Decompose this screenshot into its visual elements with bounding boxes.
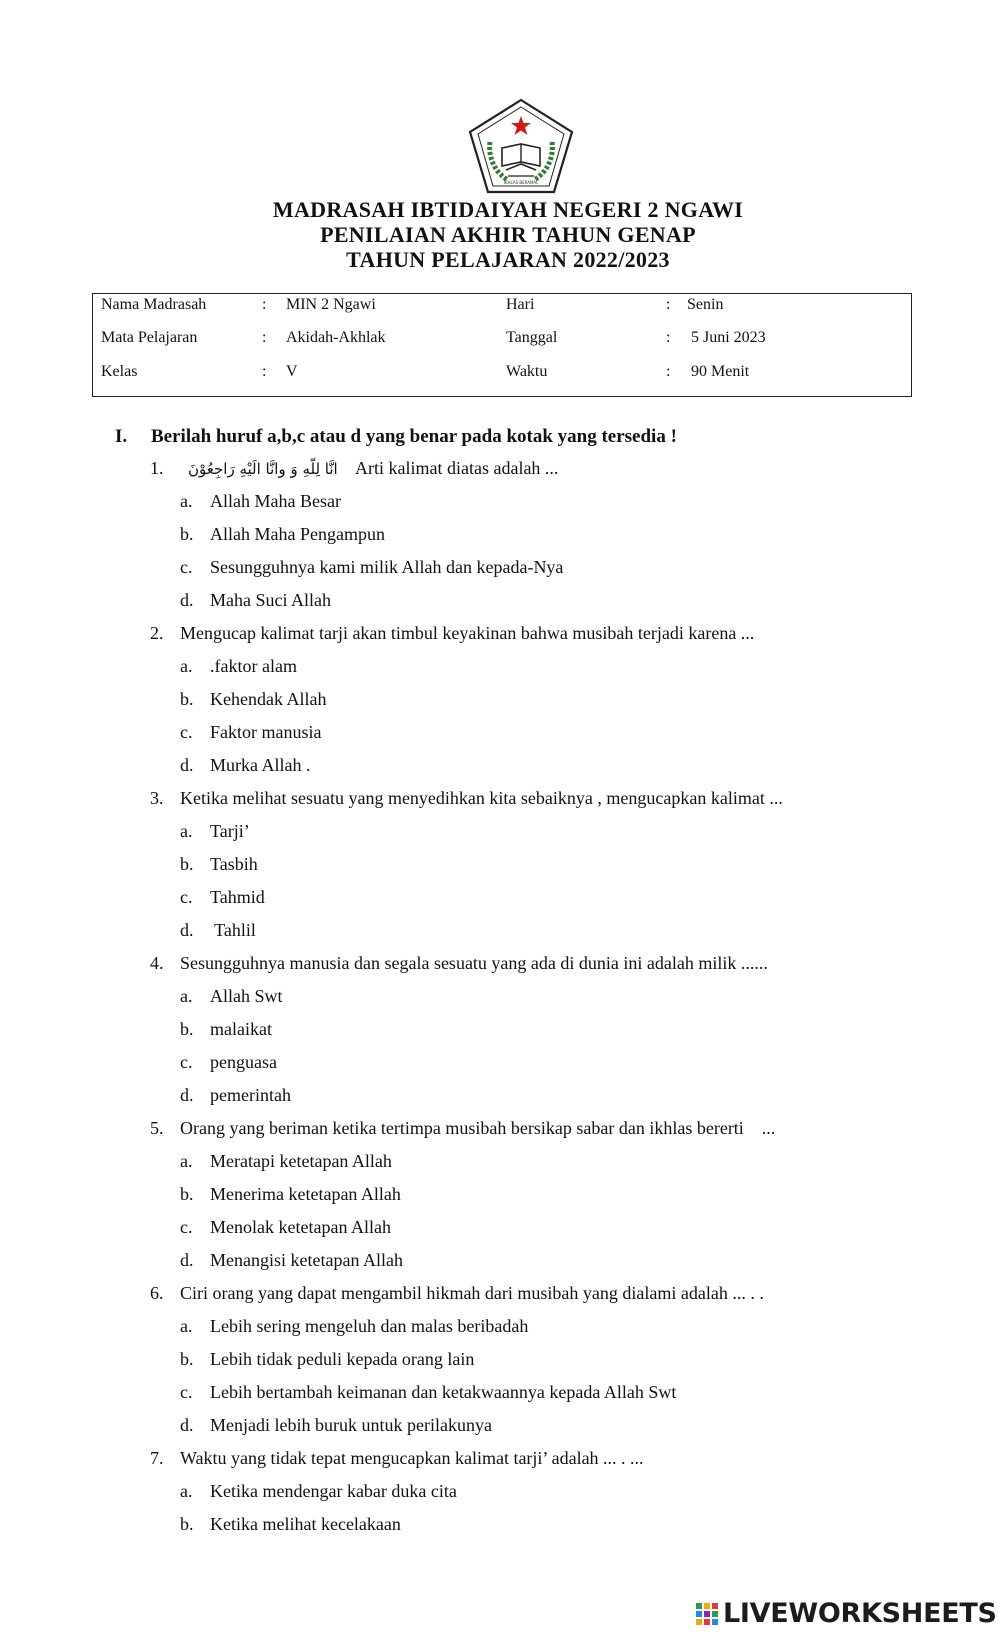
option-text: Ketika melihat kecelakaan <box>210 1514 401 1534</box>
info-label: Nama Madrasah <box>101 296 207 313</box>
option-letter: c. <box>180 1052 193 1072</box>
question-number: 2. <box>150 623 164 643</box>
option-text: .faktor alam <box>210 656 297 676</box>
school-name: MADRASAH IBTIDAIYAH NEGERI 2 NGAWI <box>272 197 744 222</box>
question-text: Ketika melihat sesuatu yang menyedihkan kita sebaiknya , mengucapkan kalimat ... <box>180 788 783 808</box>
info-value: MIN 2 Ngawi <box>286 296 376 313</box>
question-number: 7. <box>150 1448 164 1468</box>
option-text: malaikat <box>210 1019 272 1039</box>
option-letter: c. <box>180 722 193 742</box>
info-label: Mata Pelajaran <box>101 329 198 346</box>
section-number: I. <box>115 426 128 447</box>
question-text: Waktu yang tidak tepat mengucapkan kalimat tarji’ adalah ... . ... <box>180 1448 644 1468</box>
question-text: Ciri orang yang dapat mengambil hikmah dari musibah yang dialami adalah ... . . <box>180 1283 764 1303</box>
section-instruction: Berilah huruf a,b,c atau d yang benar pada kotak yang tersedia ! <box>151 426 677 447</box>
option-letter: a. <box>180 491 193 511</box>
option-text: Allah Maha Pengampun <box>210 524 385 544</box>
option-letter: b. <box>180 524 194 544</box>
question-number: 1. <box>150 458 164 478</box>
option-text: Allah Maha Besar <box>210 491 341 511</box>
question-number: 3. <box>150 788 164 808</box>
option-text: Menjadi lebih buruk untuk perilakunya <box>210 1415 492 1435</box>
option-letter: b. <box>180 1349 194 1369</box>
info-label: Waktu <box>506 363 548 380</box>
info-colon: : <box>666 329 671 346</box>
option-letter: a. <box>180 986 193 1006</box>
option-text: Menerima ketetapan Allah <box>210 1184 401 1204</box>
option-letter: d. <box>180 1250 194 1270</box>
option-text: pemerintah <box>210 1085 291 1105</box>
option-text: Lebih sering mengeluh dan malas beribadah <box>210 1316 529 1336</box>
option-letter: a. <box>180 1151 193 1171</box>
option-text: Tahmid <box>210 887 265 907</box>
info-colon: : <box>262 363 267 380</box>
option-letter: b. <box>180 689 194 709</box>
option-letter: c. <box>180 557 193 577</box>
option-text: Faktor manusia <box>210 722 322 742</box>
option-text: Lebih tidak peduli kepada orang lain <box>210 1349 475 1369</box>
info-value: 90 Menit <box>691 363 750 380</box>
academic-year: TAHUN PELAJARAN 2022/2023 <box>346 247 670 272</box>
option-text: Menangisi ketetapan Allah <box>210 1250 403 1270</box>
info-colon: : <box>666 363 671 380</box>
option-letter: b. <box>180 1184 194 1204</box>
option-letter: b. <box>180 1514 194 1534</box>
kemenag-emblem-icon <box>468 98 574 194</box>
info-value: Akidah-Akhlak <box>286 329 386 346</box>
exam-info-table <box>92 293 912 397</box>
question-number: 4. <box>150 953 164 973</box>
option-text: Ketika mendengar kabar duka cita <box>210 1481 457 1501</box>
question-number: 5. <box>150 1118 164 1138</box>
option-letter: a. <box>180 1481 193 1501</box>
option-letter: d. <box>180 590 194 610</box>
option-text: Sesungguhnya kami milik Allah dan kepada-Nya <box>210 557 564 577</box>
question-text: Orang yang beriman ketika tertimpa musibah bersikap sabar dan ikhlas bererti ... <box>180 1118 776 1138</box>
option-text: Maha Suci Allah <box>210 590 331 610</box>
info-colon: : <box>262 296 267 313</box>
option-letter: a. <box>180 656 193 676</box>
option-letter: d. <box>180 1085 194 1105</box>
arabic-text: انَّا لِلّهِ وَ وانَّا الَيْهِ رَاجِعُوْنَ <box>188 460 338 478</box>
info-value: V <box>286 363 298 380</box>
liveworksheets-logo-icon <box>695 1602 721 1628</box>
option-text: Tarji’ <box>210 821 250 841</box>
emblem-caption: IKHLAS BERAMAL <box>503 180 539 185</box>
option-letter: b. <box>180 1019 194 1039</box>
info-row <box>93 296 911 316</box>
info-row <box>93 363 911 383</box>
option-text: Tasbih <box>210 854 258 874</box>
question-text: Sesungguhnya manusia dan segala sesuatu yang ada di dunia ini adalah milik ...... <box>180 953 768 973</box>
info-label: Tanggal <box>506 329 558 346</box>
info-value: Senin <box>687 296 724 313</box>
info-label: Kelas <box>101 363 138 380</box>
option-letter: c. <box>180 1382 193 1402</box>
option-letter: a. <box>180 1316 193 1336</box>
option-letter: a. <box>180 821 193 841</box>
info-label: Hari <box>506 296 535 313</box>
option-letter: d. <box>180 755 194 775</box>
info-row <box>93 329 911 349</box>
option-text: Tahlil <box>210 920 256 940</box>
option-text: penguasa <box>210 1052 277 1072</box>
question-text: Mengucap kalimat tarji akan timbul keyakinan bahwa musibah terjadi karena ... <box>180 623 755 643</box>
brand-text: LIVEWORKSHEETS <box>723 1598 997 1629</box>
question-text: Arti kalimat diatas adalah ... <box>355 458 559 478</box>
option-letter: d. <box>180 920 194 940</box>
option-letter: c. <box>180 887 193 907</box>
question-number: 6. <box>150 1283 164 1303</box>
info-colon: : <box>262 329 267 346</box>
option-letter: b. <box>180 854 194 874</box>
option-text: Menolak ketetapan Allah <box>210 1217 391 1237</box>
exam-title: PENILAIAN AKHIR TAHUN GENAP <box>320 222 696 247</box>
info-colon: : <box>666 296 671 313</box>
option-text: Lebih bertambah keimanan dan ketakwaannya kepada Allah Swt <box>210 1382 677 1402</box>
info-value: 5 Juni 2023 <box>691 329 766 346</box>
option-text: Kehendak Allah <box>210 689 327 709</box>
option-letter: c. <box>180 1217 193 1237</box>
option-text: Meratapi ketetapan Allah <box>210 1151 392 1171</box>
option-text: Allah Swt <box>210 986 283 1006</box>
option-letter: d. <box>180 1415 194 1435</box>
option-text: Murka Allah . <box>210 755 311 775</box>
